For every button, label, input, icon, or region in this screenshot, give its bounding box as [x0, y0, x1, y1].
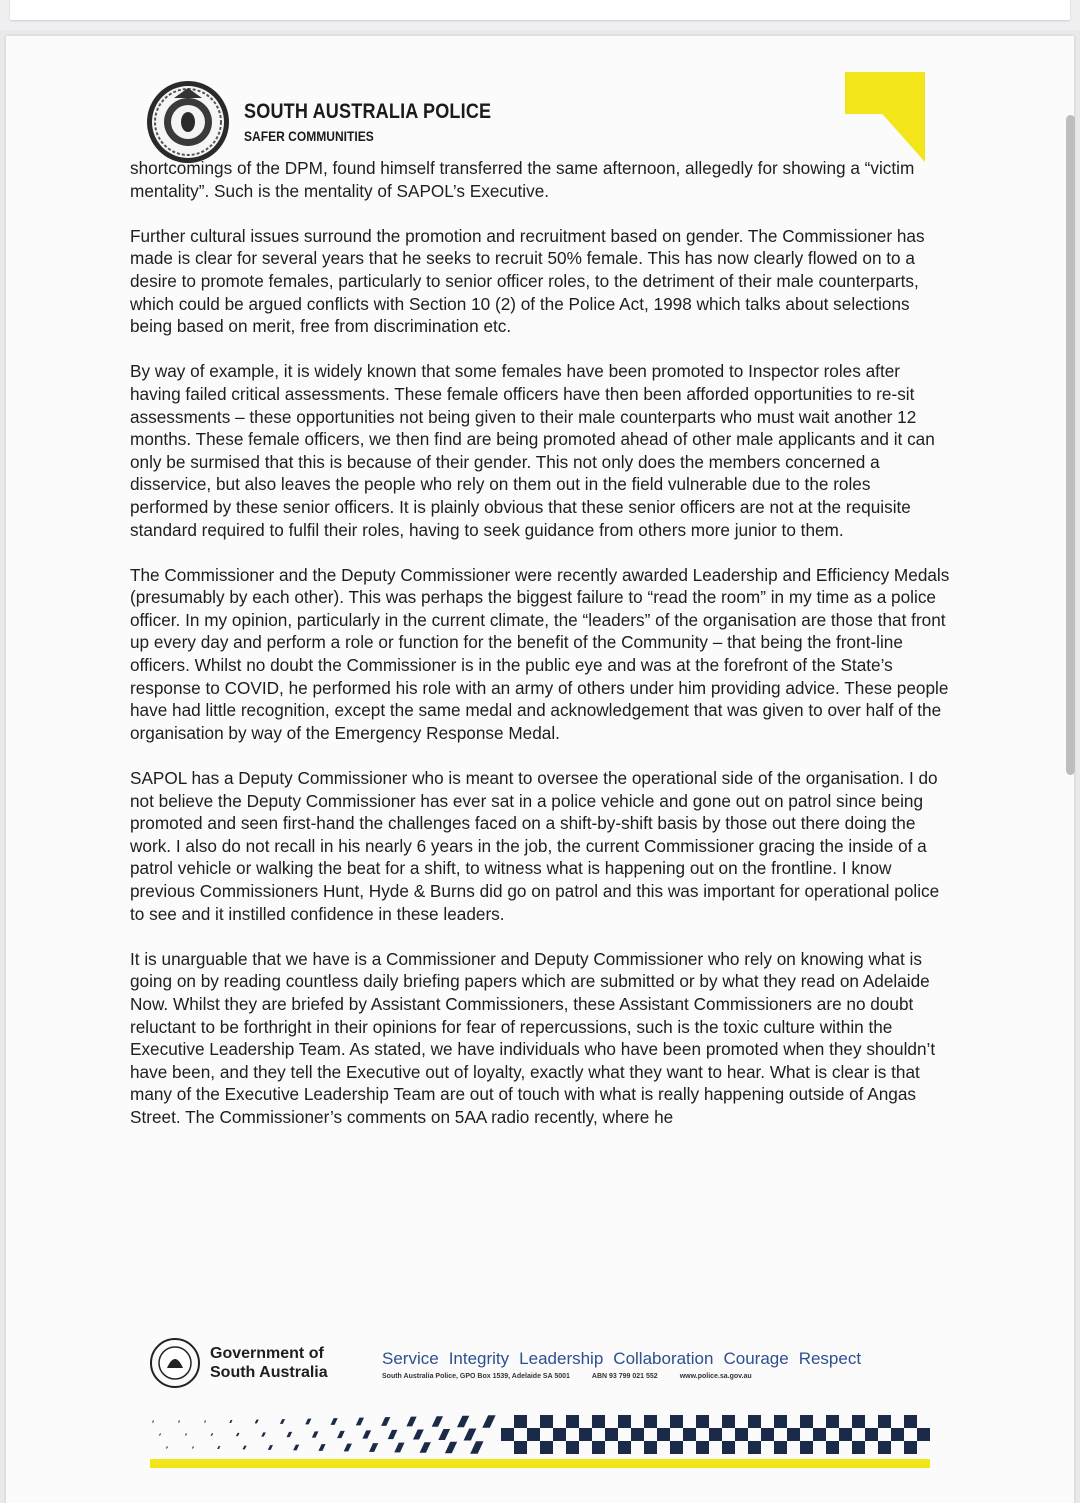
org-tagline: SAFER COMMUNITIES: [244, 128, 374, 144]
contact-line: [382, 1373, 752, 1380]
values-list: [382, 1349, 861, 1369]
previous-card: [10, 0, 1070, 20]
value-item: Respect: [798, 1349, 862, 1368]
contact-abn: ABN 93 799 021 552: [591, 1373, 658, 1380]
value-item: Leadership: [519, 1349, 604, 1368]
value-item: Courage: [723, 1349, 789, 1368]
yellow-flag-icon: [845, 72, 925, 162]
checkered-band-icon: [150, 1415, 930, 1470]
paragraph: The Commissioner and the Deputy Commissioner were recently awarded Leadership and Efficiency Medals (presumably by each other). This was perhaps the biggest failure to “read the room” in my time as a police officer. In my opinion, particularly in the current climate, the “leaders” of the organisation are those that front up every day and perform a role or function for the benefit of the Community – that being the front-line officers. Whilst no doubt the Commissioner is in the public eye and was at the forefront of the State’s response to COVID, he performed his role with an army of others under him providing advice. These people have had little recognition, except the same medal and acknowledgement that was given to over half of the organisation by way of the Emergency Response Medal.: [130, 564, 950, 743]
letterhead: [130, 40, 930, 165]
value-item: Collaboration: [613, 1349, 714, 1368]
letter-body: [130, 157, 950, 1151]
government-crest-icon: [150, 1338, 200, 1388]
government-text: [210, 1344, 328, 1382]
value-item: Service: [382, 1349, 439, 1368]
paragraph: By way of example, it is widely known that some females have been promoted to Inspector roles after having failed critical assessments. These female officers have then been afforded opportunities to re-sit assessments – these opportunities not being given to their male counterparts who must wait another 12 months. These female officers, we then find are being promoted ahead of other male applicants and it can only be surmised that this is because of their gender. This not only does the members concerned a disservice, but also leaves the people who rely on them out in the field vulnerable due to the roles performed by these senior officers. It is plainly obvious that these senior officers are not at the requisite standard required to fulfil their roles, having to seek guidance from others more junior to them.: [130, 361, 935, 540]
police-crest-icon: [146, 80, 230, 164]
contact-web: www.police.sa.gov.au: [679, 1373, 752, 1380]
paragraph: Further cultural issues surround the promotion and recruitment based on gender. The Commissioner has made is clear for several years that he seeks to recruit 50% female. This has now clearly flowed on to a desire to promote females, particularly to senior officer roles, to the detriment of their male counterparts, which could be argued conflicts with Section 10 (2) of the Police Act, 1998 which talks about selections being based on merit, free from discrimination etc.: [130, 225, 925, 337]
org-name: SOUTH AUSTRALIA POLICE: [244, 100, 492, 123]
scrollbar[interactable]: [1066, 115, 1075, 775]
government-logo: [150, 1338, 360, 1388]
value-item: Integrity: [448, 1349, 510, 1368]
government-line-1: Government of: [210, 1345, 324, 1362]
paragraph: It is unarguable that we have is a Commissioner and Deputy Commissioner who rely on knowing what is going on by reading countless daily briefing papers which are submitted or by what they read on Adelaide Now. Whilst they are briefed by Assistant Commissioners, these Assistant Commissioners are no doubt reluctant to be forthright in their opinions for fear of repercussions, such is the toxic culture within the Executive Leadership Team. As stated, we have individuals who have been promoted when they shouldn’t have been, and they tell the Executive out of loyalty, exactly what they want to hear. What is clear is that many of the Executive Leadership Team are out of touch with what is really happening outside of Angas Street. The Commissioner’s comments on 5AA radio recently, where he: [130, 948, 936, 1127]
government-line-2: South Australia: [210, 1364, 328, 1381]
contact-address: South Australia Police, GPO Box 1539, Adelaide SA 5001: [382, 1373, 570, 1380]
paragraph: SAPOL has a Deputy Commissioner who is meant to oversee the operational side of the organisation. I do not believe the Deputy Commissioner has ever sat in a police vehicle and gone out on patrol since being promoted and seen first-hand the challenges faced on a shift-by-shift basis by those out there doing the work. I also do not recall in his nearly 6 years in the job, the current Commissioner gracing the inside of a patrol vehicle or walking the beat for a shift, to witness what is happening out on the frontline. I know previous Commissioners Hunt, Hyde & Burns did go on patrol and this was important for operational police to see and it instilled confidence in these leaders.: [130, 768, 940, 924]
paragraph: shortcomings of the DPM, found himself transferred the same afternoon, allegedly for showing a “victim mentality”. Such is the mentality of SAPOL’s Executive.: [130, 158, 915, 201]
